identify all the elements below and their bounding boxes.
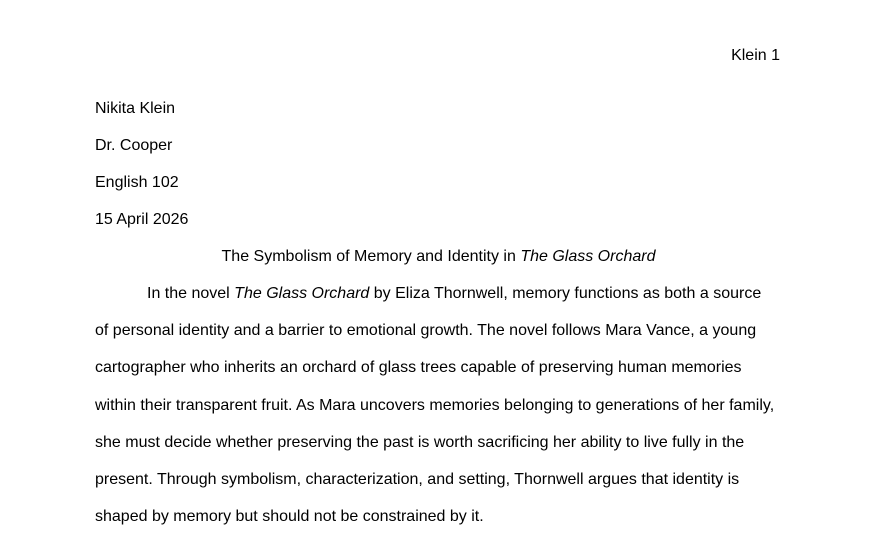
document-date: 15 April 2026 (95, 211, 189, 228)
essay-title (0, 248, 877, 266)
mla-heading (95, 100, 188, 248)
body-work-title: The Glass Orchard (234, 285, 370, 302)
instructor-name: Dr. Cooper (95, 137, 173, 154)
essay-title-work: The Glass Orchard (520, 248, 656, 265)
page-header-label: Klein 1 (731, 47, 780, 64)
course-name: English 102 (95, 174, 179, 191)
essay-body (95, 285, 783, 545)
body-line: within their transparent fruit. As Mara uncovers memories belonging to generations of her family, (95, 396, 775, 414)
essay-title-text: The Symbolism of Memory and Identity in (221, 248, 521, 265)
body-line: present. Through symbolism, characterization, and setting, Thornwell argues that identity is (95, 470, 740, 488)
author-name: Nikita Klein (95, 100, 176, 117)
body-text: by Eliza Thornwell, memory functions as both a source (369, 285, 762, 302)
body-line: of personal identity and a barrier to emotional growth. The novel follows Mara Vance, a young (95, 322, 757, 340)
body-line: she must decide whether preserving the past is worth sacrificing her ability to live fully in the (95, 433, 745, 451)
body-line: shaped by memory but should not be constrained by it. (95, 508, 484, 526)
body-line: cartographer who inherits an orchard of glass trees capable of preserving human memories (95, 359, 742, 377)
body-text: In the novel (147, 285, 235, 302)
body-line (95, 285, 783, 322)
